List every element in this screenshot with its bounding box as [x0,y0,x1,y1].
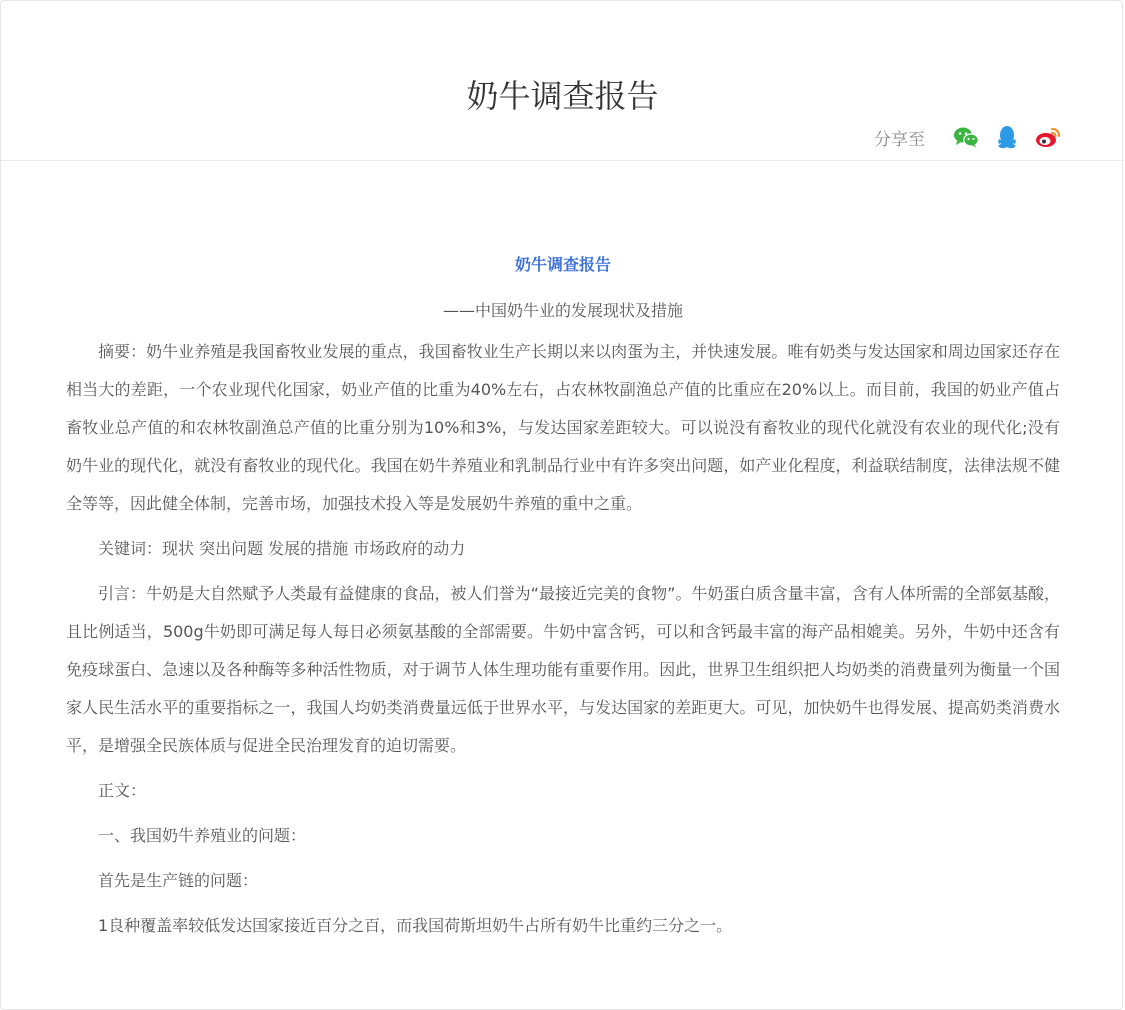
section-heading: 一、我国奶牛养殖业的问题： [98,826,307,845]
body-heading: 正文： [98,781,147,800]
page-title: 奶牛调查报告 [466,77,659,116]
document-subtitle: ——中国奶牛业的发展现状及措施 [442,301,683,320]
share-label: 分享至 [874,129,925,150]
subsection-heading: 首先是生产链的问题： [98,871,259,890]
weibo-icon[interactable] [1034,123,1062,151]
wechat-icon[interactable] [952,123,980,151]
qq-icon[interactable] [993,123,1021,151]
document-title: 奶牛调查报告 [514,255,611,274]
share-bar [874,123,1062,151]
abstract-paragraph: 摘要：奶牛业养殖是我国畜牧业发展的重点，我国畜牧业生产长期以来以肉蛋为主，并快速发展。唯有奶类与发达国家和周边国家还存在相当大的差距，一个农业现代化国家，奶业产值的比重为40%左右，占农林牧副渔总产值的比重应在20%以上。而目前，我国的奶业产值占畜牧业总产值的和农林牧副渔总产值的比重分别为10%和3%，与发达国家差距较大。可以说没有畜牧业的现代化就没有农业的现代化;没有奶牛业的现代化，就没有畜牧业的现代化。我国在奶牛养殖业和乳制品行业中有许多突出问题，如产业化程度，利益联结制度，法律法规不健全等等，因此健全体制，完善市场，加强技术投入等是发展奶牛养殖的重中之重。 [66,342,1060,513]
document-header [1,1,1124,161]
introduction-paragraph: 引言：牛奶是大自然赋予人类最有益健康的食品，被人们誉为“最接近完美的食物”。牛奶蛋白质含量丰富，含有人体所需的全部氨基酸，且比例适当，500g牛奶即可满足每人每日必须氨基酸的全部需要。牛奶中富含钙，可以和含钙最丰富的海产品相媲美。另外，牛奶中还含有免疫球蛋白、急速以及各种酶等多种活性物质，对于调节人体生理功能有重要作用。因此，世界卫生组织把人均奶类的消费量列为衡量一个国家人民生活水平的重要指标之一，我国人均奶类消费量远低于世界水平，与发达国家的差距更大。可见，加快奶牛也得发展、提高奶类消费水平，是增强全民族体质与促进全民治理发育的迫切需要。 [66,584,1060,755]
article-body [66,241,1060,952]
list-item: 1良种覆盖率较低发达国家接近百分之百，而我国荷斯坦奶牛占所有奶牛比重约三分之一。 [98,916,733,935]
keywords-paragraph: 关键词：现状 突出问题 发展的措施 市场政府的动力 [98,539,466,558]
